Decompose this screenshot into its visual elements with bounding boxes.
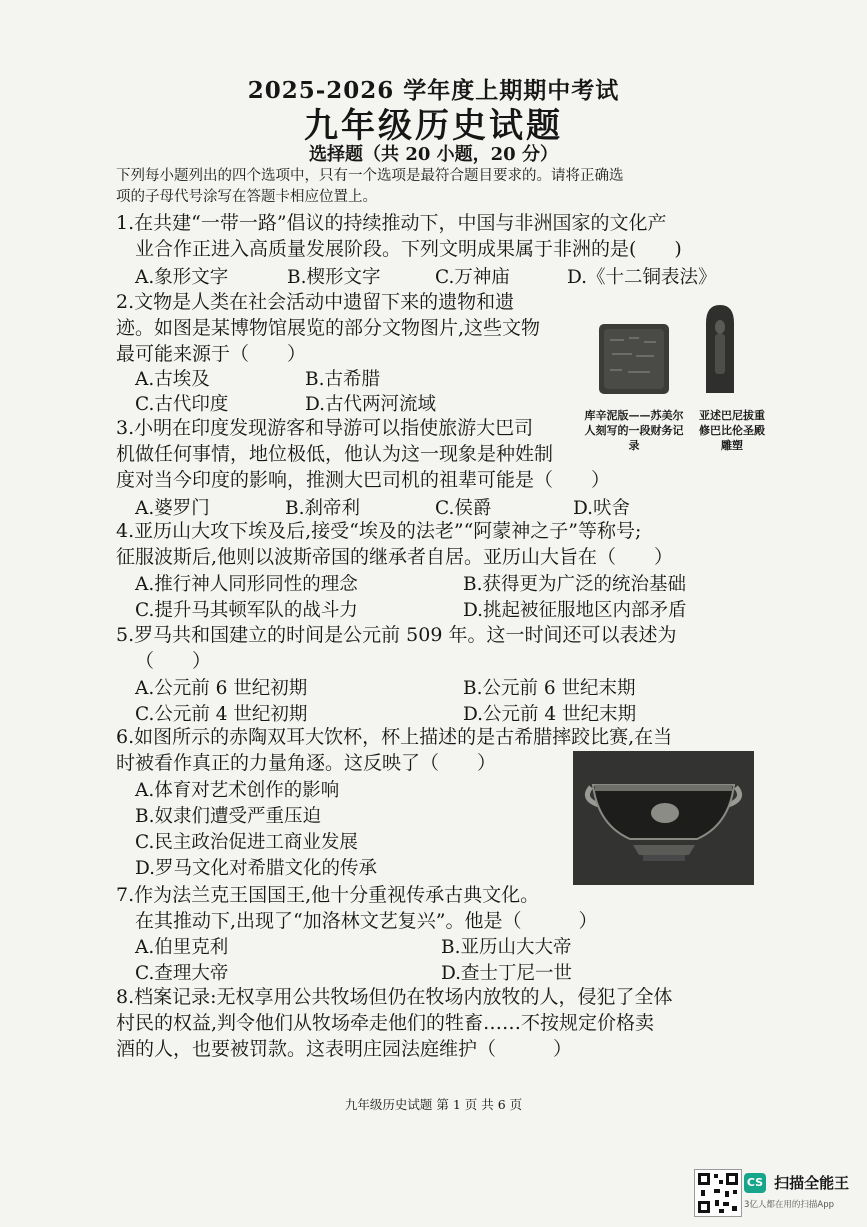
- option-d[interactable]: D.《十二铜表法》: [567, 267, 717, 288]
- option-a[interactable]: A.体育对艺术创作的影响: [135, 780, 340, 801]
- option-c[interactable]: C.侯爵: [435, 498, 492, 519]
- question-1-stem: 1.在共建“一带一路”倡议的持续推动下，中国与非洲国家的文化产: [116, 212, 667, 234]
- scanner-brand: [744, 1172, 849, 1193]
- option-b[interactable]: B.古希腊: [305, 369, 380, 390]
- option-a[interactable]: A.婆罗门: [135, 498, 210, 519]
- page-footer: 九年级历史试题 第 1 页 共 6 页: [344, 1097, 523, 1112]
- question-3-stem: 3.小明在印度发现游客和导游可以指使旅游大巴司: [116, 417, 534, 439]
- option-c[interactable]: C.古代印度: [135, 394, 229, 415]
- exam-main-title: 九年级历史试题: [304, 106, 563, 146]
- option-a[interactable]: A.推行神人同形同性的理念: [135, 574, 358, 595]
- option-b[interactable]: B.亚历山大大帝: [441, 937, 572, 958]
- question-2-stem: 最可能来源于（ ）: [116, 343, 307, 365]
- kylix-cup-image: [573, 751, 754, 889]
- question-5: [116, 622, 676, 674]
- instructions: [116, 166, 716, 208]
- option-c[interactable]: C.查理大帝: [135, 963, 229, 984]
- question-8-stem: 8.档案记录:无权享用公共牧场但仍在牧场内放牧的人，侵犯了全体: [116, 986, 673, 1008]
- question-5-stem: 5.罗马共和国建立的时间是公元前 509 年。这一时间还可以表述为: [116, 624, 677, 646]
- option-d[interactable]: D.罗马文化对希腊文化的传承: [135, 858, 378, 879]
- question-2-stem: 2.文物是人类在社会活动中遗留下来的遗物和遗: [116, 291, 515, 313]
- instructions-line: 项的子母代号涂写在答题卡相应位置上。: [116, 189, 377, 205]
- question-8-stem: 村民的权益,判令他们从牧场牵走他们的牲畜……不按规定价格卖: [116, 1012, 655, 1034]
- question-2-stem: 迹。如图是某博物馆展览的部分文物图片,这些文物: [116, 317, 541, 339]
- scanner-brand-name: 扫描全能王: [774, 1174, 850, 1192]
- option-c[interactable]: C.公元前 4 世纪初期: [135, 704, 308, 725]
- question-2: [116, 289, 540, 367]
- option-b[interactable]: B.公元前 6 世纪末期: [463, 678, 636, 699]
- option-c[interactable]: C.民主政治促进工商业发展: [135, 832, 358, 853]
- question-3-stem: 度对当今印度的影响，推测大巴司机的祖辈可能是（ ）: [116, 469, 611, 491]
- question-3-stem: 机做任何事情，地位极低，他认为这一现象是种姓制: [116, 443, 554, 465]
- option-d[interactable]: D.古代两河流域: [305, 394, 437, 415]
- option-c[interactable]: C.提升马其顿军队的战斗力: [135, 600, 358, 621]
- option-a[interactable]: A.古埃及: [135, 369, 210, 390]
- question-4: [116, 518, 673, 570]
- scanner-tagline: 3亿人都在用的扫描App: [744, 1200, 835, 1210]
- instructions-line: 下列每小题列出的四个选项中，只有一个选项是最符合题目要求的。请将正确选: [116, 168, 624, 184]
- question-7-stem: 在其推动下,出现了“加洛林文艺复兴”。他是（ ）: [135, 910, 598, 932]
- section-title: 选择题（共 20 小题，20 分）: [309, 144, 558, 165]
- option-b[interactable]: B.刹帝利: [285, 498, 360, 519]
- question-3: [116, 415, 610, 493]
- clay-tablet-caption: 库辛泥版——苏美尔人刻写的一段财务记录: [584, 409, 684, 452]
- question-6-stem: 6.如图所示的赤陶双耳大饮杯，杯上描述的是古希腊摔跤比赛,在当: [116, 726, 673, 748]
- question-1: [116, 210, 682, 262]
- qr-code-icon: [694, 1169, 742, 1217]
- scanner-logo-icon: CS: [744, 1173, 766, 1193]
- option-a[interactable]: A.公元前 6 世纪初期: [135, 678, 308, 699]
- clay-tablet-image: [596, 320, 672, 402]
- option-c[interactable]: C.万神庙: [435, 267, 510, 288]
- option-d[interactable]: D.公元前 4 世纪末期: [463, 704, 637, 725]
- option-d[interactable]: D.查士丁尼一世: [441, 963, 573, 984]
- statue-image: [698, 303, 742, 399]
- option-b[interactable]: B.奴隶们遭受严重压迫: [135, 806, 321, 827]
- statue-caption: 亚述巴尼拔重修巴比伦圣殿雕塑: [699, 409, 765, 452]
- option-d[interactable]: D.挑起被征服地区内部矛盾: [463, 600, 687, 621]
- question-4-stem: 4.亚历山大攻下埃及后,接受“埃及的法老”“阿蒙神之子”等称号;: [116, 520, 642, 542]
- question-5-stem: （ ）: [135, 650, 212, 672]
- option-d[interactable]: D.吠舍: [573, 498, 631, 519]
- question-7-stem: 7.作为法兰克王国国王,他十分重视传承古典文化。: [116, 884, 540, 906]
- option-a[interactable]: A.象形文字: [135, 267, 229, 288]
- question-1-stem: 业合作正进入高质量发展阶段。下列文明成果属于非洲的是( ): [135, 238, 682, 260]
- question-6-stem: 时被看作真正的力量角逐。这反映了（ ）: [116, 752, 497, 774]
- question-8: [116, 984, 673, 1062]
- exam-year-title: 2025-2026 学年度上期期中考试: [247, 77, 620, 104]
- option-a[interactable]: A.伯里克利: [135, 937, 229, 958]
- question-8-stem: 酒的人，也要被罚款。这表明庄园法庭维护（ ）: [116, 1038, 573, 1060]
- question-4-stem: 征服波斯后,他则以波斯帝国的继承者自居。亚历山大旨在（ ）: [116, 546, 674, 568]
- option-b[interactable]: B.获得更为广泛的统治基础: [463, 574, 686, 595]
- question-7: [116, 882, 597, 934]
- option-b[interactable]: B.楔形文字: [287, 267, 381, 288]
